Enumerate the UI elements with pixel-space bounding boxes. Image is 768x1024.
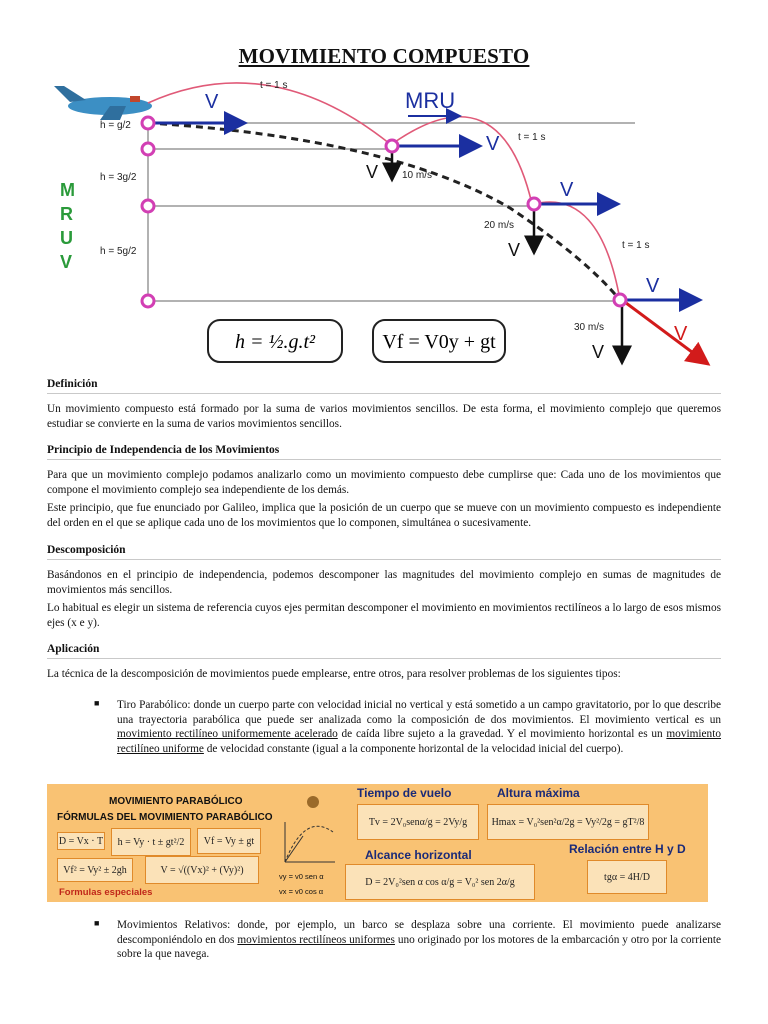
alcance-label: Alcance horizontal (365, 848, 472, 862)
projectile-diagram (40, 68, 720, 373)
relacion-label: Relación entre H y D (569, 842, 686, 856)
mruv-u: U (60, 228, 73, 248)
heading-principio: Principio de Independencia de los Movimientos (47, 444, 721, 460)
formula-v-panel: V = √((Vx)² + (Vy)²) (145, 856, 259, 884)
v30-label: 30 m/s (574, 322, 605, 333)
turtle-icon (307, 796, 319, 808)
formula-tg: tgα = 4H/D (587, 860, 667, 894)
formula-vf2: Vf² = Vy² ± 2gh (57, 858, 133, 882)
altura-label: Altura máxima (497, 786, 580, 800)
descomposicion-p1: Basándonos en el principio de independencia, podemos descomponer las magnitudes del movimiento complejo en sumas de magnitudes de movimientos más sencillos. (47, 569, 721, 596)
formula-vf: Vf = Vy ± gt (197, 828, 261, 854)
link-mrua[interactable]: movimiento rectilíneo uniformemente acelerado (117, 728, 338, 741)
mruv-v: V (60, 252, 73, 272)
definicion-p1: Un movimiento compuesto está formado por la suma de varios movimientos sencillos. De esta forma, el movimiento complejo que queremos estudiar se convierte en la suma de varios movimientos sencillos. (47, 403, 721, 430)
v10-label: 10 m/s (402, 170, 433, 181)
bullet-icon: ■ (94, 918, 100, 928)
list-item-relativos (94, 918, 721, 973)
formula-h: h = ½.g.t² (234, 331, 316, 353)
principio-p1: Para que un movimiento complejo podamos analizarlo como un movimiento compuesto debe cumplirse que: Cada uno de los movimientos que compone el movimiento complejo sea independiente de los demás. (47, 469, 721, 496)
link-mru-2[interactable]: movimientos rectilíneos uniformes (237, 933, 395, 946)
heading-aplicacion: Aplicación (47, 643, 721, 659)
projectile-mini-graph (275, 792, 355, 898)
vy-label-2: V (508, 240, 521, 260)
h2-label: h = 3g/2 (100, 172, 137, 183)
vy-label-3: V (592, 342, 605, 362)
t1-label-3: t = 1 s (622, 240, 650, 251)
v20-label: 20 m/s (484, 220, 515, 231)
heading-definicion: Definición (47, 378, 721, 394)
airplane-icon (54, 86, 152, 120)
relativos-text: Movimientos Relativos: donde, por ejemplo, un barco se desplaza sobre una corriente. El movimiento puede analizarse descomponiéndolo en dos movimientos rectilíneos uniformes uno originado por los motores de la embarcación y otro por la corriente sobre la que navega. (117, 919, 722, 961)
descomposicion-p2: Lo habitual es elegir un sistema de referencia cuyos ejes permitan descomponer el movimiento en movimientos rectilíneos a lo largo de esos mismos ejes (x e y). (47, 602, 721, 629)
heading-descomposicion: Descomposición (47, 544, 721, 560)
mru-label: MRU (405, 88, 456, 113)
formula-hmax: Hmax = V₀²sen²α/2g = Vy²/2g = gT²/8 (487, 804, 649, 840)
link-mru[interactable]: movimiento rectilíneo uniforme (117, 728, 721, 755)
aplicacion-p1: La técnica de la descomposición de movimientos puede emplearse, entre otros, para resolver problemas de los siguientes tipos: (47, 668, 621, 680)
formula-h-panel: h = Vy · t ± gt²/2 (111, 828, 191, 856)
panel-title: MOVIMIENTO PARABÓLICO (109, 796, 243, 807)
comp-x: vx = v0 cos α (279, 887, 324, 896)
vx-label-3: V (560, 179, 574, 201)
vy-label-1: V (366, 162, 379, 182)
mruv-r: R (60, 204, 73, 224)
h3-label: h = 5g/2 (100, 246, 137, 257)
vx-label-2: V (486, 133, 500, 155)
formula-dmax: D = 2V₀²sen α cos α/g = V₀² sen 2α/g (345, 864, 535, 900)
vx-label-1: V (205, 91, 219, 113)
especiales-label: Formulas especiales (59, 887, 153, 898)
list-item-tiro (94, 698, 721, 768)
comp-y: vy = v0 sen α (279, 872, 324, 881)
formula-v: Vf = V0y + gt (382, 331, 496, 353)
vx-label-4: V (646, 275, 660, 297)
panel-subtitle: FÓRMULAS DEL MOVIMIENTO PARABÓLICO (57, 812, 273, 823)
page-title: MOVIMIENTO COMPUESTO (238, 44, 530, 68)
mruv-m: M (60, 180, 75, 200)
t1-label-1: t = 1 s (260, 80, 288, 91)
bullet-icon: ■ (94, 698, 100, 708)
tiempo-label: Tiempo de vuelo (357, 786, 452, 800)
tiro-text: Tiro Parabólico: donde un cuerpo parte con velocidad inicial no vertical y está sometido a un campo gravitatorio, por lo que describe una trayectoria parabólica que puede ser analizada como la composición de dos movimientos. El movimiento vertical es un movimiento rectilíneo uniformemente acelerado de caída libre sujeto a la gravedad. Y el movimiento horizontal es un movimiento rectilíneo uniforme de velocidad constante (igual a la componente horizontal de la velocidad inicial del cuerpo). (117, 699, 721, 755)
formula-tv: Tv = 2V₀senα/g = 2Vy/g (357, 804, 479, 840)
formula-d: D = Vx · T (57, 832, 105, 850)
v-label: V (674, 323, 688, 345)
principio-p2: Este principio, que fue enunciado por Galileo, implica que la posición de un cuerpo que se mueve con un movimiento compuesto es independiente del orden en el que se aplique cada uno de los movimientos que lo componen, simultánea o sucesivamente. (47, 502, 721, 529)
h1-label: h = g/2 (100, 120, 131, 131)
t1-label-2: t = 1 s (518, 132, 546, 143)
formula-panel (47, 784, 708, 902)
